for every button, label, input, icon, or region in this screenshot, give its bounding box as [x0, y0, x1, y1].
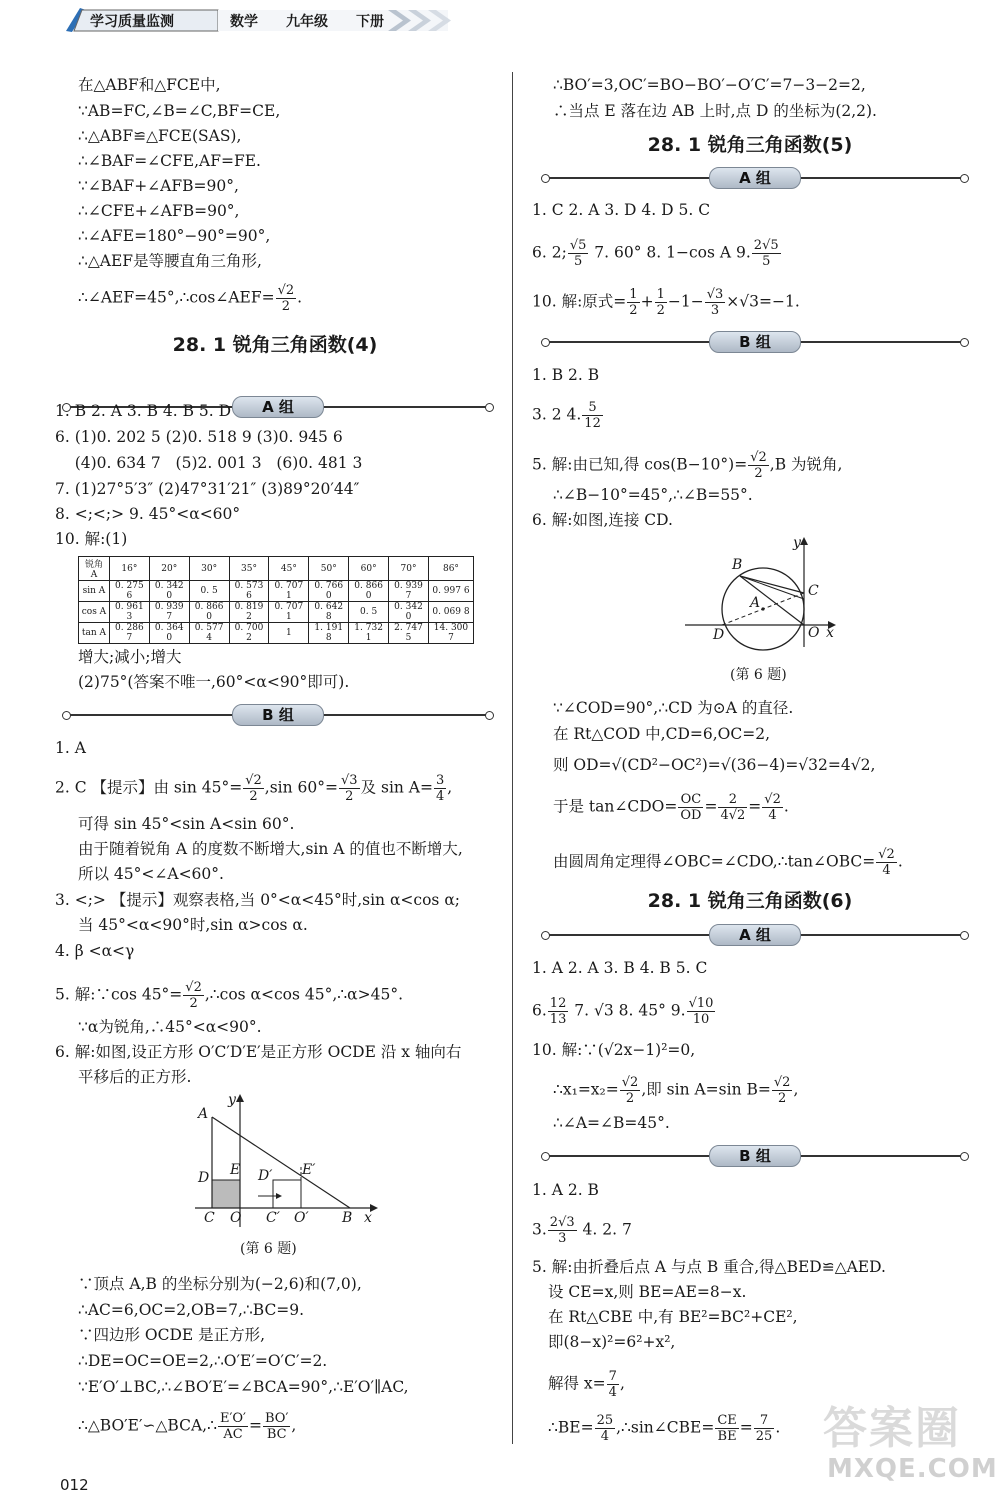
section-title: 28. 1 锐角三角函数(6)	[647, 890, 853, 912]
table-cell: 0. 700 2	[229, 623, 269, 644]
label-a: A	[750, 595, 761, 611]
text-line: ∴BO′=3,OC′=BO−BO′−O′C′=7−3−2=2,	[553, 76, 866, 94]
table-cell: 1. 191 8	[309, 623, 349, 644]
answer-line: 5. 解:由已知,得 cos(B−10°)= $\frac{√2}{2}$ ,B 为锐角,	[532, 450, 843, 481]
watermark-url: MXQE.COM	[827, 1454, 998, 1484]
text-line: 在 Rt△CBE 中,有 BE²=BC²+CE²,	[548, 1308, 798, 1326]
fraction: $\frac{√2}{2}$	[277, 283, 295, 314]
table-cell: 0. 997 6	[428, 581, 473, 602]
group-divider-b2	[545, 1145, 965, 1165]
text-line: ∴△BO′E′∽△BCA,∴ $\frac{E'O'}{AC}$ = $\frac{BO'}{BC}$ ,	[78, 1411, 297, 1442]
page-number: 012	[60, 1476, 89, 1494]
table-cell: 0. 5	[349, 602, 389, 623]
table-cell: 0. 819 2	[229, 602, 269, 623]
table-cell: 2. 747 5	[389, 623, 429, 644]
table-cell: 锐角 A	[79, 557, 110, 581]
answer-line: 10. 解:(1)	[55, 530, 128, 548]
table-cell: tan A	[79, 623, 110, 644]
table-cell: 0. 069 8	[428, 602, 473, 623]
text-line: (2)75°(答案不唯一,60°<α<90°即可).	[78, 673, 350, 691]
text-line: 平移后的正方形.	[78, 1068, 192, 1086]
text-line: 由于随着锐角 A 的度数不断增大,sin A 的值也不断增大,	[78, 840, 463, 858]
table-cell: 70°	[389, 557, 429, 581]
text-line: ∴∠BAF=∠CFE,AF=FE.	[78, 152, 261, 170]
table-cell: cos A	[79, 602, 110, 623]
text-line: 即(8−x)²=6²+x²,	[548, 1333, 676, 1351]
text-line: ∴∠CFE+∠AFB=90°,	[78, 202, 240, 220]
answer-line: 1. B 2. A 3. B 4. B 5. D	[55, 402, 232, 420]
table-cell: 1	[269, 623, 309, 644]
text-line: ∴BE= $\frac{25}{4}$ ,∴sin∠CBE= $\frac{CE}{BE}$ = $\frac{7}{25}$ .	[548, 1413, 781, 1444]
table-cell: 0. 939 7	[149, 602, 189, 623]
label-x: x	[364, 1210, 372, 1226]
text-line: ∴AC=6,OC=2,OB=7,∴BC=9.	[78, 1301, 305, 1319]
group-label: A 组	[709, 167, 801, 189]
label-x: x	[826, 625, 834, 641]
label-d-prime: D′	[258, 1168, 273, 1184]
text-line: ∴当点 E 落在边 AB 上时,点 D 的坐标为(2,2).	[553, 102, 877, 120]
table-cell: 0. 939 7	[389, 581, 429, 602]
table-cell: 0. 766 0	[309, 581, 349, 602]
answer-line: 4. β <α<γ	[55, 942, 135, 960]
table-cell: 0. 642 8	[309, 602, 349, 623]
text-line: 设 CE=x,则 BE=AE=8−x.	[548, 1283, 747, 1301]
watermark-logo: 答案圈	[823, 1403, 961, 1454]
text-line: 可得 sin 45°<sin A<sin 60°.	[78, 815, 295, 833]
text-line: ∴x₁=x₂= $\frac{√2}{2}$ ,即 sin A=sin B= $\frac{√2}{2}$ ,	[553, 1075, 799, 1106]
table-cell: 0. 342 0	[389, 602, 429, 623]
figure-graphic	[680, 535, 845, 653]
group-divider-b	[66, 704, 490, 724]
answer-line: 1. A 2. A 3. B 4. B 5. C	[532, 959, 708, 977]
table-cell: sin A	[79, 581, 110, 602]
figure-caption: (第 6 题)	[240, 1241, 297, 1257]
answer-line: 6. 解:如图,连接 CD.	[532, 511, 673, 529]
label-a: A	[198, 1106, 209, 1122]
table-cell: 0. 707 1	[269, 581, 309, 602]
answer-line: 1. B 2. B	[532, 366, 600, 384]
table-cell: 20°	[149, 557, 189, 581]
table-cell: 16°	[109, 557, 149, 581]
answer-line: 2. C 【提示】由 sin 45°= $\frac{√2}{2}$ ,sin 60°= $\frac{√3}{2}$ 及 sin A= $\frac{3}{4}$ ,	[55, 773, 453, 804]
answer-line: 3. 2 4. $\frac{5}{12}$	[532, 400, 601, 431]
answer-line: 6. (1)0. 202 5 (2)0. 518 9 (3)0. 945 6	[55, 428, 343, 446]
text-line: 在 Rt△COD 中,CD=6,OC=2,	[553, 725, 771, 743]
table-cell: 0. 342 0	[149, 581, 189, 602]
table-cell: 0. 573 6	[229, 581, 269, 602]
label-b: B	[342, 1210, 353, 1226]
text-line: ∴∠B−10°=45°,∴∠B=55°.	[553, 486, 753, 504]
group-label: B 组	[709, 331, 801, 353]
table-cell: 1. 732 1	[349, 623, 389, 644]
label-c: C	[204, 1210, 215, 1226]
group-divider-b	[545, 331, 965, 351]
group-label: B 组	[709, 1145, 801, 1167]
text-line: ∵E′O′⊥BC,∴∠BO′E′=∠BCA=90°,∴E′O′∥AC,	[78, 1378, 409, 1396]
table-cell: 45°	[269, 557, 309, 581]
table-cell: 60°	[349, 557, 389, 581]
label-y: y	[228, 1092, 236, 1108]
table-cell: 0. 286 7	[109, 623, 149, 644]
answer-line: 10. 解:原式= $\frac{1}{2}$ + $\frac{1}{2}$ −1− $\frac{√3}{3}$ ×√3=−1.	[532, 287, 800, 318]
answer-line: 3. <;> 【提示】观察表格,当 0°<α<45°时,sin α<cos α;	[55, 891, 461, 909]
table-cell: 0. 961 3	[109, 602, 149, 623]
table-cell: 0. 275 6	[109, 581, 149, 602]
text-line: ∵顶点 A,B 的坐标分别为(−2,6)和(7,0),	[78, 1275, 362, 1293]
text-line: 于是 tan∠CDO= $\frac{OC}{OD}$ = $\frac{2}{4√2}$ = $\frac{√2}{4}$ .	[553, 792, 789, 823]
label-c: C	[808, 583, 819, 599]
text-line: ∴∠AEF=45°,∴cos∠AEF= $\frac{√2}{2}$ .	[78, 283, 303, 314]
header-grade: 九年级	[286, 14, 328, 30]
table-row	[79, 623, 474, 644]
trig-value-table	[78, 556, 474, 644]
text-line: ∴∠A=∠B=45°.	[553, 1114, 670, 1132]
label-b: B	[732, 557, 743, 573]
table-cell: 0. 5	[189, 581, 229, 602]
label-e-prime: E′	[302, 1162, 316, 1178]
table-cell: 0. 866 0	[349, 581, 389, 602]
answer-line: 5. 解:∵cos 45°= $\frac{√2}{2}$ ,∴cos α<cos 45°,∴α>45°.	[55, 980, 404, 1011]
answer-line: 1. A	[55, 739, 86, 757]
label-d: D	[713, 627, 725, 643]
table-cell: 0. 364 0	[149, 623, 189, 644]
label-e: E	[230, 1162, 241, 1178]
text-line: 解得 x= $\frac{7}{4}$ ,	[548, 1369, 625, 1400]
text-line: 当 45°<α<90°时,sin α>cos α.	[78, 916, 308, 934]
answer-line: 7. (1)27°5′3″ (2)47°31′21″ (3)89°20′44″	[55, 480, 360, 498]
page-header	[58, 4, 458, 34]
watermark	[815, 1392, 998, 1492]
text-line: ∵α为锐角,∴45°<α<90°.	[78, 1018, 262, 1036]
text-line: 由圆周角定理得∠OBC=∠CDO,∴tan∠OBC= $\frac{√2}{4}$ .	[553, 847, 903, 878]
header-subject: 数学	[230, 14, 258, 30]
text-line: ∴DE=OC=OE=2,∴O′E′=O′C′=2.	[78, 1352, 328, 1370]
answer-line: 6. 解:如图,设正方形 O′C′D′E′是正方形 OCDE 沿 x 轴向右	[55, 1043, 462, 1061]
table-cell: 0. 577 4	[189, 623, 229, 644]
answer-line: (4)0. 634 7 (5)2. 001 3 (6)0. 481 3	[55, 454, 363, 472]
answer-line: 1. A 2. B	[532, 1181, 599, 1199]
label-d: D	[198, 1170, 210, 1186]
text-line: ∵AB=FC,∠B=∠C,BF=CE,	[78, 102, 281, 120]
text-line: 在△ABF和△FCE中,	[78, 76, 221, 94]
answer-line: 6. $\frac{12}{13}$ 7. √3 8. 45° 9. $\frac{√10}{10}$	[532, 996, 714, 1027]
header-volume: 下册	[356, 14, 384, 30]
figure-caption: (第 6 题)	[730, 667, 787, 683]
answer-line: 5. 解:由折叠后点 A 与点 B 重合,得△BED≌△AED.	[532, 1258, 886, 1276]
answer-line: 10. 解:∵(√2x−1)²=0,	[532, 1041, 696, 1059]
table-header-row	[79, 557, 474, 581]
text-line: ∴△AEF是等腰直角三角形,	[78, 252, 262, 270]
column-divider	[512, 72, 513, 1444]
label-c-prime: C′	[266, 1210, 280, 1226]
table-cell: 86°	[428, 557, 473, 581]
text-line: ∵∠COD=90°,∴CD 为⊙A 的直径.	[553, 699, 794, 717]
label-o: O	[808, 625, 820, 641]
table-cell: 35°	[229, 557, 269, 581]
text-line: ∴△ABF≌△FCE(SAS),	[78, 127, 242, 145]
label-o: O	[230, 1210, 242, 1226]
label-y: y	[793, 535, 801, 551]
table-row	[79, 602, 474, 623]
text-line: ∵四边形 OCDE 是正方形,	[78, 1326, 266, 1344]
group-label: A 组	[709, 924, 801, 946]
table-cell: 0. 866 0	[189, 602, 229, 623]
answer-line: 6. 2; $\frac{√5}{5}$ 7. 60° 8. 1−cos A 9. $\frac{2√5}{5}$	[532, 238, 779, 269]
text-line: ∴∠AFE=180°−90°=90°,	[78, 227, 271, 245]
table-cell: 30°	[189, 557, 229, 581]
group-divider-a2	[545, 924, 965, 944]
figure-square-translation	[190, 1092, 380, 1242]
text-line: 则 OD=√(CD²−OC²)=√(36−4)=√32=4√2,	[553, 756, 876, 774]
table-row	[79, 581, 474, 602]
figure-circle	[680, 535, 845, 653]
answer-line: 8. <;<;> 9. 45°<α<60°	[55, 505, 241, 523]
group-divider-a	[545, 167, 965, 187]
table-cell: 14. 300 7	[428, 623, 473, 644]
table-cell: 0. 707 1	[269, 602, 309, 623]
text-line: ∵∠BAF+∠AFB=90°,	[78, 177, 239, 195]
group-label: B 组	[232, 704, 324, 726]
section-title: 28. 1 锐角三角函数(4)	[172, 334, 378, 356]
answer-line: 1. C 2. A 3. D 4. D 5. C	[532, 201, 711, 219]
header-series: 学习质量监测	[90, 14, 174, 30]
text-line: 增大;减小;增大	[78, 648, 182, 666]
table-cell: 50°	[309, 557, 349, 581]
label-o-prime: O′	[294, 1210, 309, 1226]
text-line: 所以 45°<∠A<60°.	[78, 865, 224, 883]
answer-line: 3. $\frac{2√3}{3}$ 4. 2. 7	[532, 1215, 632, 1246]
group-label: A 组	[232, 396, 324, 418]
section-title: 28. 1 锐角三角函数(5)	[647, 134, 853, 156]
